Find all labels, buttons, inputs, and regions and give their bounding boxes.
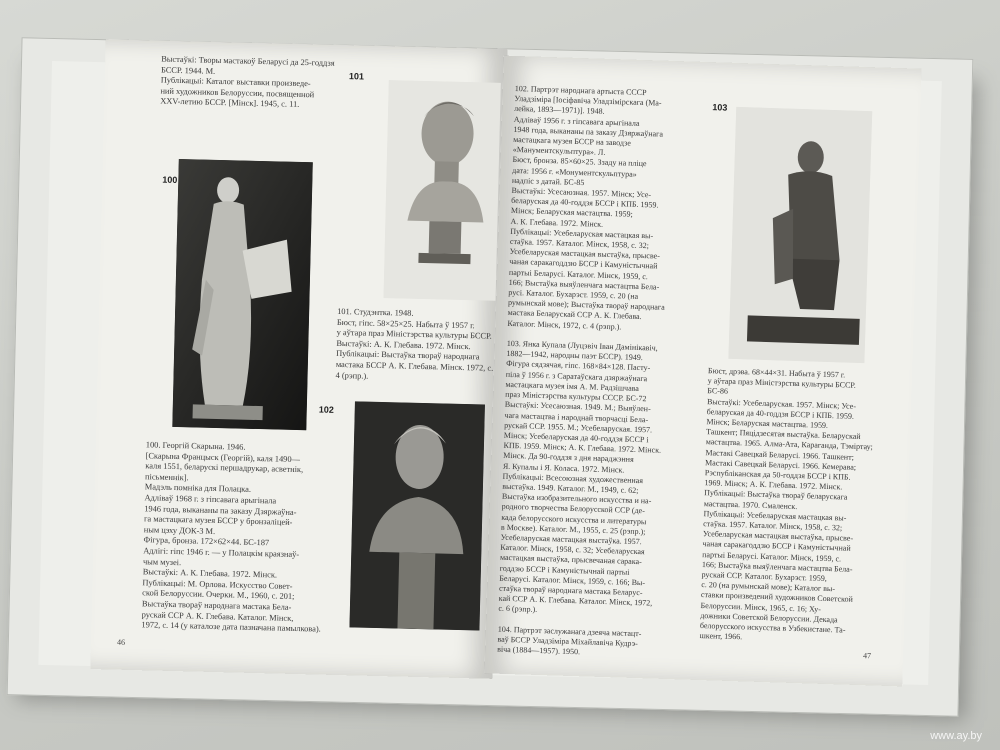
bust-vladimirsky-photo	[349, 401, 484, 630]
figure-100-caption: 100. Георгій Скарына. 1946. [Скарына Францыск (Георгій), каля 1490— каля 1551, беларускі першадрукар, асветнік, пісьменнік]. Мадэль помніка для Полацка. Адліваў 1968 г. з гіпсавага арыгінала 1946 года, выкананы па заказу Дзяржаўна- га мастацкага музея БССР у бронзаліцей- ным цэху ДОК-3 М. Фігура, бронза. 172×62×44. БС-187 Адлігі: гіпс 1946 г. — у Полацкім краязнаў- чым музеі. Выстаўкі: А. К. Глебава. 1972. Мінск. Публікацыі: М. Орлова. Искусство Совет- ской Белоруссии. Очерки. М., 1960, с. 201; Выстаўка твораў народнага мастака Бела- рускай ССР А. К. Глебава. Каталог. Мінск, 1972, с. 14 (у каталозе дата пазначана памылкова).	[141, 440, 321, 634]
skaryna-statue-image	[172, 159, 313, 430]
figure-101-number: 101	[348, 71, 365, 82]
figure-101-caption: 101. Студэнтка. 1948. Бюст, гіпс. 58×25×25. Набыта ў 1957 г. у аўтара праз Міністэрства культуры БССР. Выстаўкі: А. К. Глебава. 1972. Мінск. Публікацыі: Выстаўка твораў народнага мастака БССР А. К. Глебава. Мінск. 1972, с. 4 (рэпр.).	[335, 306, 494, 381]
left-page	[90, 39, 507, 679]
statue-kupala-photo	[728, 107, 872, 363]
vladimirsky-bust-image	[349, 401, 484, 630]
kupala-statue-image	[728, 107, 872, 363]
left-page-number: 46	[116, 637, 126, 647]
right-page	[484, 56, 921, 687]
right-second-column: Бюст, дрэва. 68×44×31. Набыта ў 1957 г. у аўтара праз Міністэрства культуры БССР. БС-86 Выстаўкі: Усебеларуская. 1957. Мінск; Усе- беларуская да 40-годдзя БССР і КПБ. 1959. Мінск; Беларуская мастацтва. 1959. Ташкент; Пяцідзесятая выстаўка. Беларускай мастацтва. 1965. Алма-Ата, Караганда, Тэміртау; Мастакі Савецкай Беларусі. 1966. Ташкент; Мастакі Савецкай Беларусі. 1966. Кемерава; Рэспубліканская да 50-годдзя БССР і КПБ. 1969. Мінск; А. К. Глебава. 1972. Мінск. Публікацыі: Выстаўка твораў беларускага мастацтва. 1970. Смаленск. Публікацыі: Усебеларуская мастацкая вы- стаўка. 1957. Каталог. Мінск, 1958, с. 32; Усебеларуская мастацкая выстаўка, прысве- чаная саракагоддзю БССР і Камуністычнай партыі Беларусі. Каталог. Мінск, 1959, с. 166; Выстаўка выяўленчага мастацтва Бела- рускай ССР. Каталог. Бухарэст. 1959, с. 20 (на румынскай мове); Каталог вы- ставки произведений художников Советской Белоруссии. Мінск, 1965, с. 16; Ху- дожники Советской Белоруссии. Декада белорусского искусства в Узбекистане. Та- шкент, 1966.	[699, 366, 873, 642]
bust-student-photo	[384, 80, 501, 301]
right-main-column: 102. Партрэт народнага артыста СССР Уладзіміра [Іосіфавіча Уладзімірскага (Ма- лейка, 1893—1971)]. 1948. Адліваў 1956 г. з гіпсавага арыгінала 1948 года, выкананы па заказу Дзяржаўнага мастацкага музея БССР на заводзе «Манументскульптура». Л. Бюст, бронза. 85×60×25. Ззаду на пліце дата: 1956 г. «Монументскульптура» надпіс з датай. БС-85 Выстаўкі: Усесаюзная. 1957. Мінск; Усе- беларуская да 40-годдзя БССР і КПБ. 1959. Мінск; Беларуская мастацтва. 1959; А. К. Глебава. 1972. Мінск. Публікацыі: Усебеларуская мастацкая вы- стаўка. 1957. Каталог. Мінск, 1958, с. 32; Усебеларуская мастацкая выстаўка, прысве- чаная саракагоддзю БССР і Камуністычнай партыі Беларусі. Каталог. Мінск, 1959, с. 166; Выстаўка выяўленчага мастацтва Бела- русі. Каталог. Бухарэст. 1959, с. 20 (на румынскай мове); Выстаўка твораў народнага мастака Беларускай ССР А. К. Глебава. Каталог. Мінск, 1972, с. 4 (рэпр.). 103. Янка Купала (Луцэвіч Іван Дамінікавіч, 1882—1942, народны паэт БССР). 1949. Фігура сядзячая, гіпс. 168×84×128. Пасту- піла ў 1956 г. з Саратаўскага дзяржаўнага мастацкага музея імя А. М. Радзішчава праз Міністэрства культуры СССР. БС-72 Выстаўкі: Усесаюзная. 1949. М.; Выяўлен- чага мастацтва і народнай творчасці Бела- рускай ССР. 1955. М.; Усебеларуская. 1957. Мінск; Усебеларуская да 40-годдзя БССР і КПБ. 1959. Мінск; А. К. Глебава. 1972. Мінск. Мінск. Да 90-годдзя з дня нараджэння Я. Купалы і Я. Коласа. 1972. Мінск. Публікацыі: Всесоюзная художественная выстаўка. 1949. Каталог. М., 1949, с. 62; Выстаўка изобразительного искусства и на- родного творчества Белорусской ССР (де- када белорусского искусства и литературы в Москве). Каталог. М., 1955, с. 25 (рэпр.); Усебеларуская мастацкая выстаўка. 1957. Каталог. Мінск, 1958, с. 32; Усебеларуская мастацкая выстаўка, прысвечаная сарака- годдзю БССР і Камуністычнай партыі Беларусі. Каталог. Мінск, 1959, с. 166; Вы- стаўка твораў народнага мастака Беларус- кай ССР А. К. Глебава. Каталог. Мінск, 1972, с. 6 (рэпр.). 104. Партрэт заслужанага дзеяча мастацт- ваў БССР Уладзіміра Міхайлавіча Кудрэ- віча (1884—1957). 1950.	[497, 83, 665, 657]
student-bust-image	[384, 80, 501, 301]
right-page-number: 47	[862, 651, 872, 661]
watermark: www.ay.by	[930, 730, 982, 742]
figure-100-number: 100	[162, 174, 178, 185]
left-intro-text: Выстаўкі: Творы мастакоў Беларусі да 25-годдзя БССР. 1944. М. Публікацыі: Каталог выставки произведе- ний художников Белоруссии, посвященной XXV-летию БССР. [Мінск]. 1945, с. 11.	[160, 54, 335, 110]
figure-102-number: 102	[318, 404, 334, 415]
statue-skaryna-photo	[172, 159, 313, 430]
figure-103-number: 103	[712, 102, 728, 113]
